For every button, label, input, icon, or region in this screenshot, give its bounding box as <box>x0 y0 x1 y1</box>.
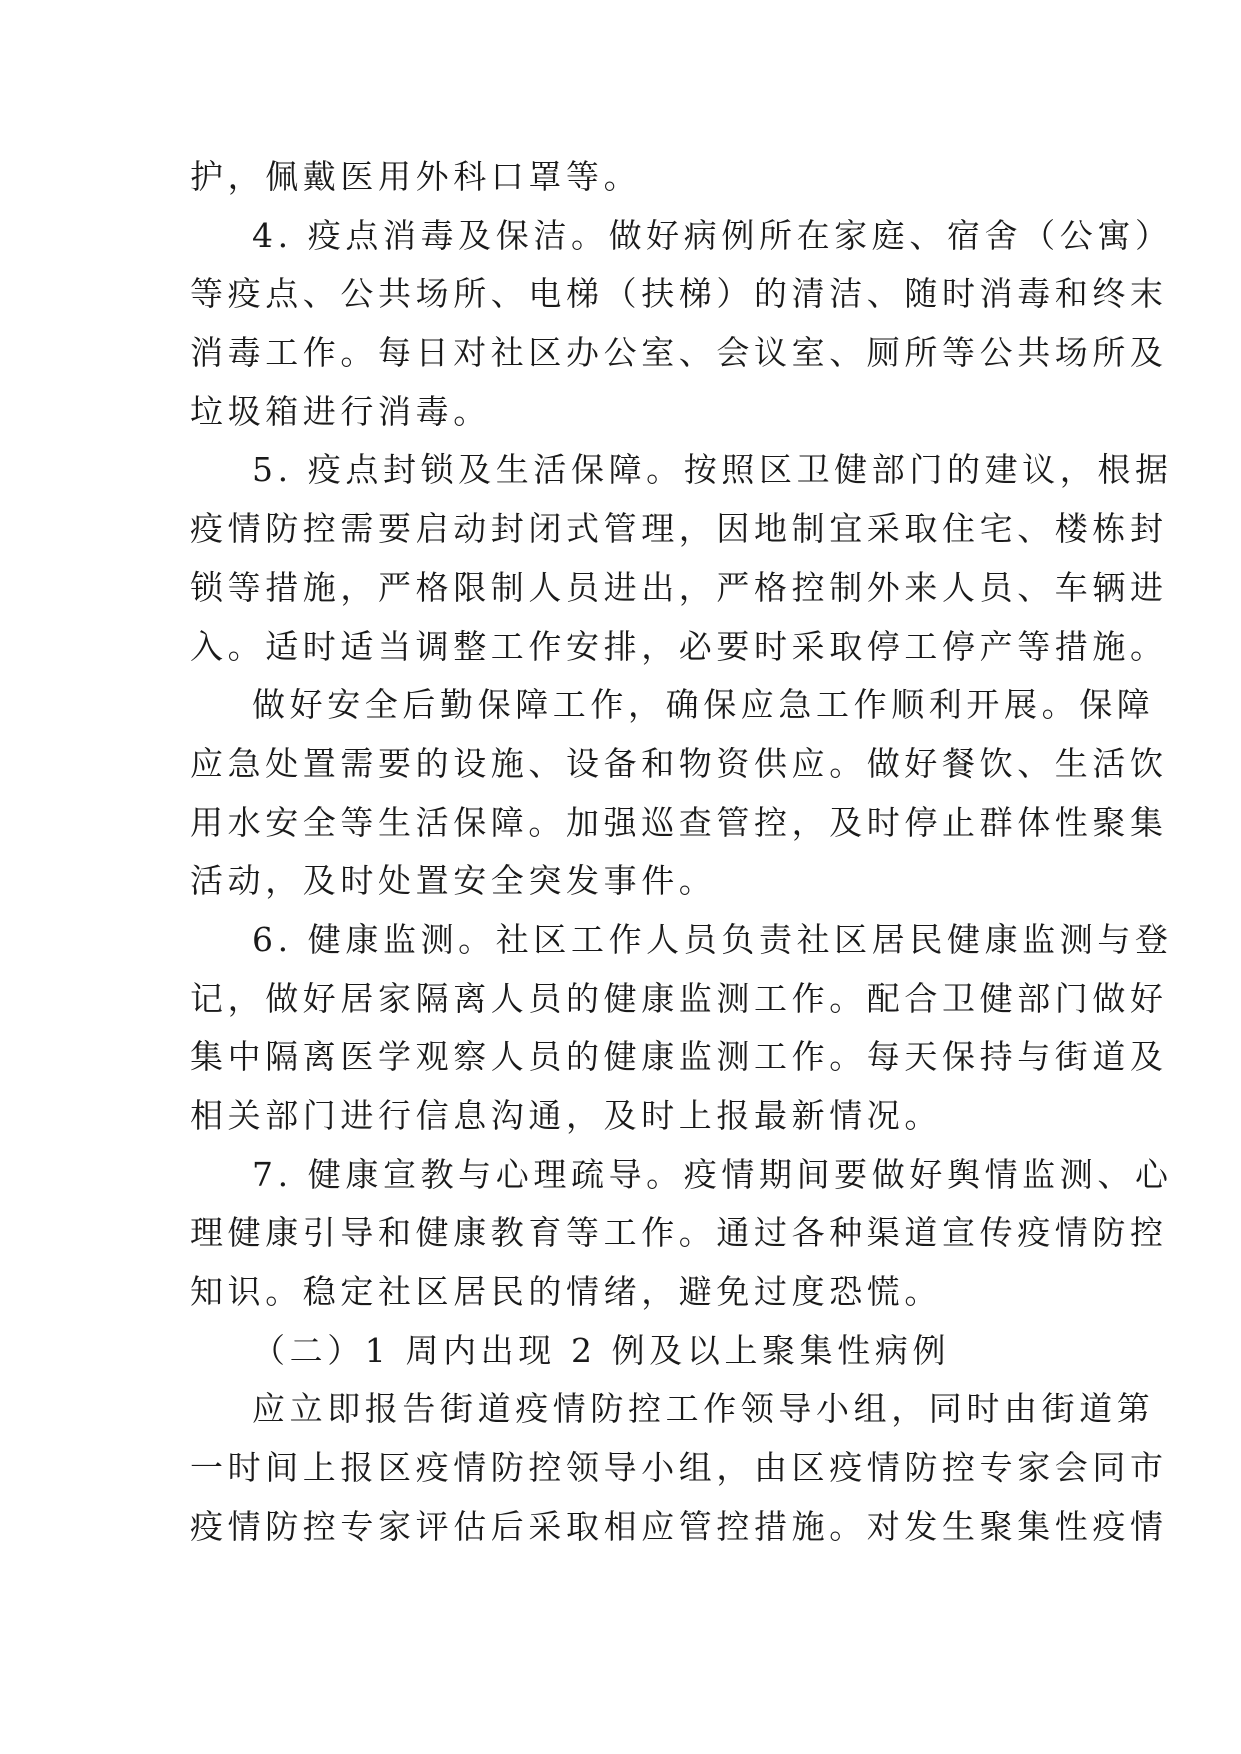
text-line: 疫情防控专家评估后采取相应管控措施。对发生聚集性疫情 <box>190 1506 1168 1546</box>
text-line: 垃圾箱进行消毒。 <box>190 391 491 431</box>
text-line: 活动，及时处置安全突发事件。 <box>190 861 717 901</box>
text-line: 用水安全等生活保障。加强巡查管控，及时停止群体性聚集 <box>190 802 1168 842</box>
text-line: 护，佩戴医用外科口罩等。 <box>190 157 642 196</box>
text-line: 入。适时适当调整工作安排，必要时采取停工停产等措施。 <box>190 626 1168 666</box>
text-line: 7. 健康宣教与心理疏导。疫情期间要做好舆情监测、心 <box>252 1154 1173 1194</box>
document-body <box>190 148 1173 1557</box>
text-line: 相关部门进行信息沟通，及时上报最新情况。 <box>190 1096 942 1135</box>
text-line: 5. 疫点封锁及生活保障。按照区卫健部门的建议，根据 <box>252 450 1173 490</box>
section-heading: （二）1 周内出现 2 例及以上聚集性病例 <box>252 1330 951 1370</box>
text-line: 应急处置需要的设施、设备和物资供应。做好餐饮、生活饮 <box>190 743 1168 783</box>
text-line: 理健康引导和健康教育等工作。通过各种渠道宣传疫情防控 <box>190 1213 1168 1253</box>
text-line: 一时间上报区疫情防控领导小组，由区疫情防控专家会同市 <box>190 1448 1168 1488</box>
text-line: 等疫点、公共场所、电梯（扶梯）的清洁、随时消毒和终末 <box>190 274 1168 314</box>
text-line: 锁等措施，严格限制人员进出，严格控制外来人员、车辆进 <box>190 567 1168 607</box>
text-line: 做好安全后勤保障工作，确保应急工作顺利开展。保障 <box>252 685 1155 725</box>
text-line: 应立即报告街道疫情防控工作领导小组，同时由街道第 <box>252 1389 1155 1429</box>
text-line: 6. 健康监测。社区工作人员负责社区居民健康监测与登 <box>252 919 1173 959</box>
text-line: 记，做好居家隔离人员的健康监测工作。配合卫健部门做好 <box>190 978 1168 1018</box>
text-line: 消毒工作。每日对社区办公室、会议室、厕所等公共场所及 <box>190 333 1168 373</box>
text-line: 知识。稳定社区居民的情绪，避免过度恐慌。 <box>190 1272 942 1312</box>
text-line: 疫情防控需要启动封闭式管理，因地制宜采取住宅、楼栋封 <box>190 509 1168 549</box>
text-line: 集中隔离医学观察人员的健康监测工作。每天保持与街道及 <box>190 1037 1168 1077</box>
text-line: 4. 疫点消毒及保洁。做好病例所在家庭、宿舍（公寓） <box>252 215 1173 255</box>
